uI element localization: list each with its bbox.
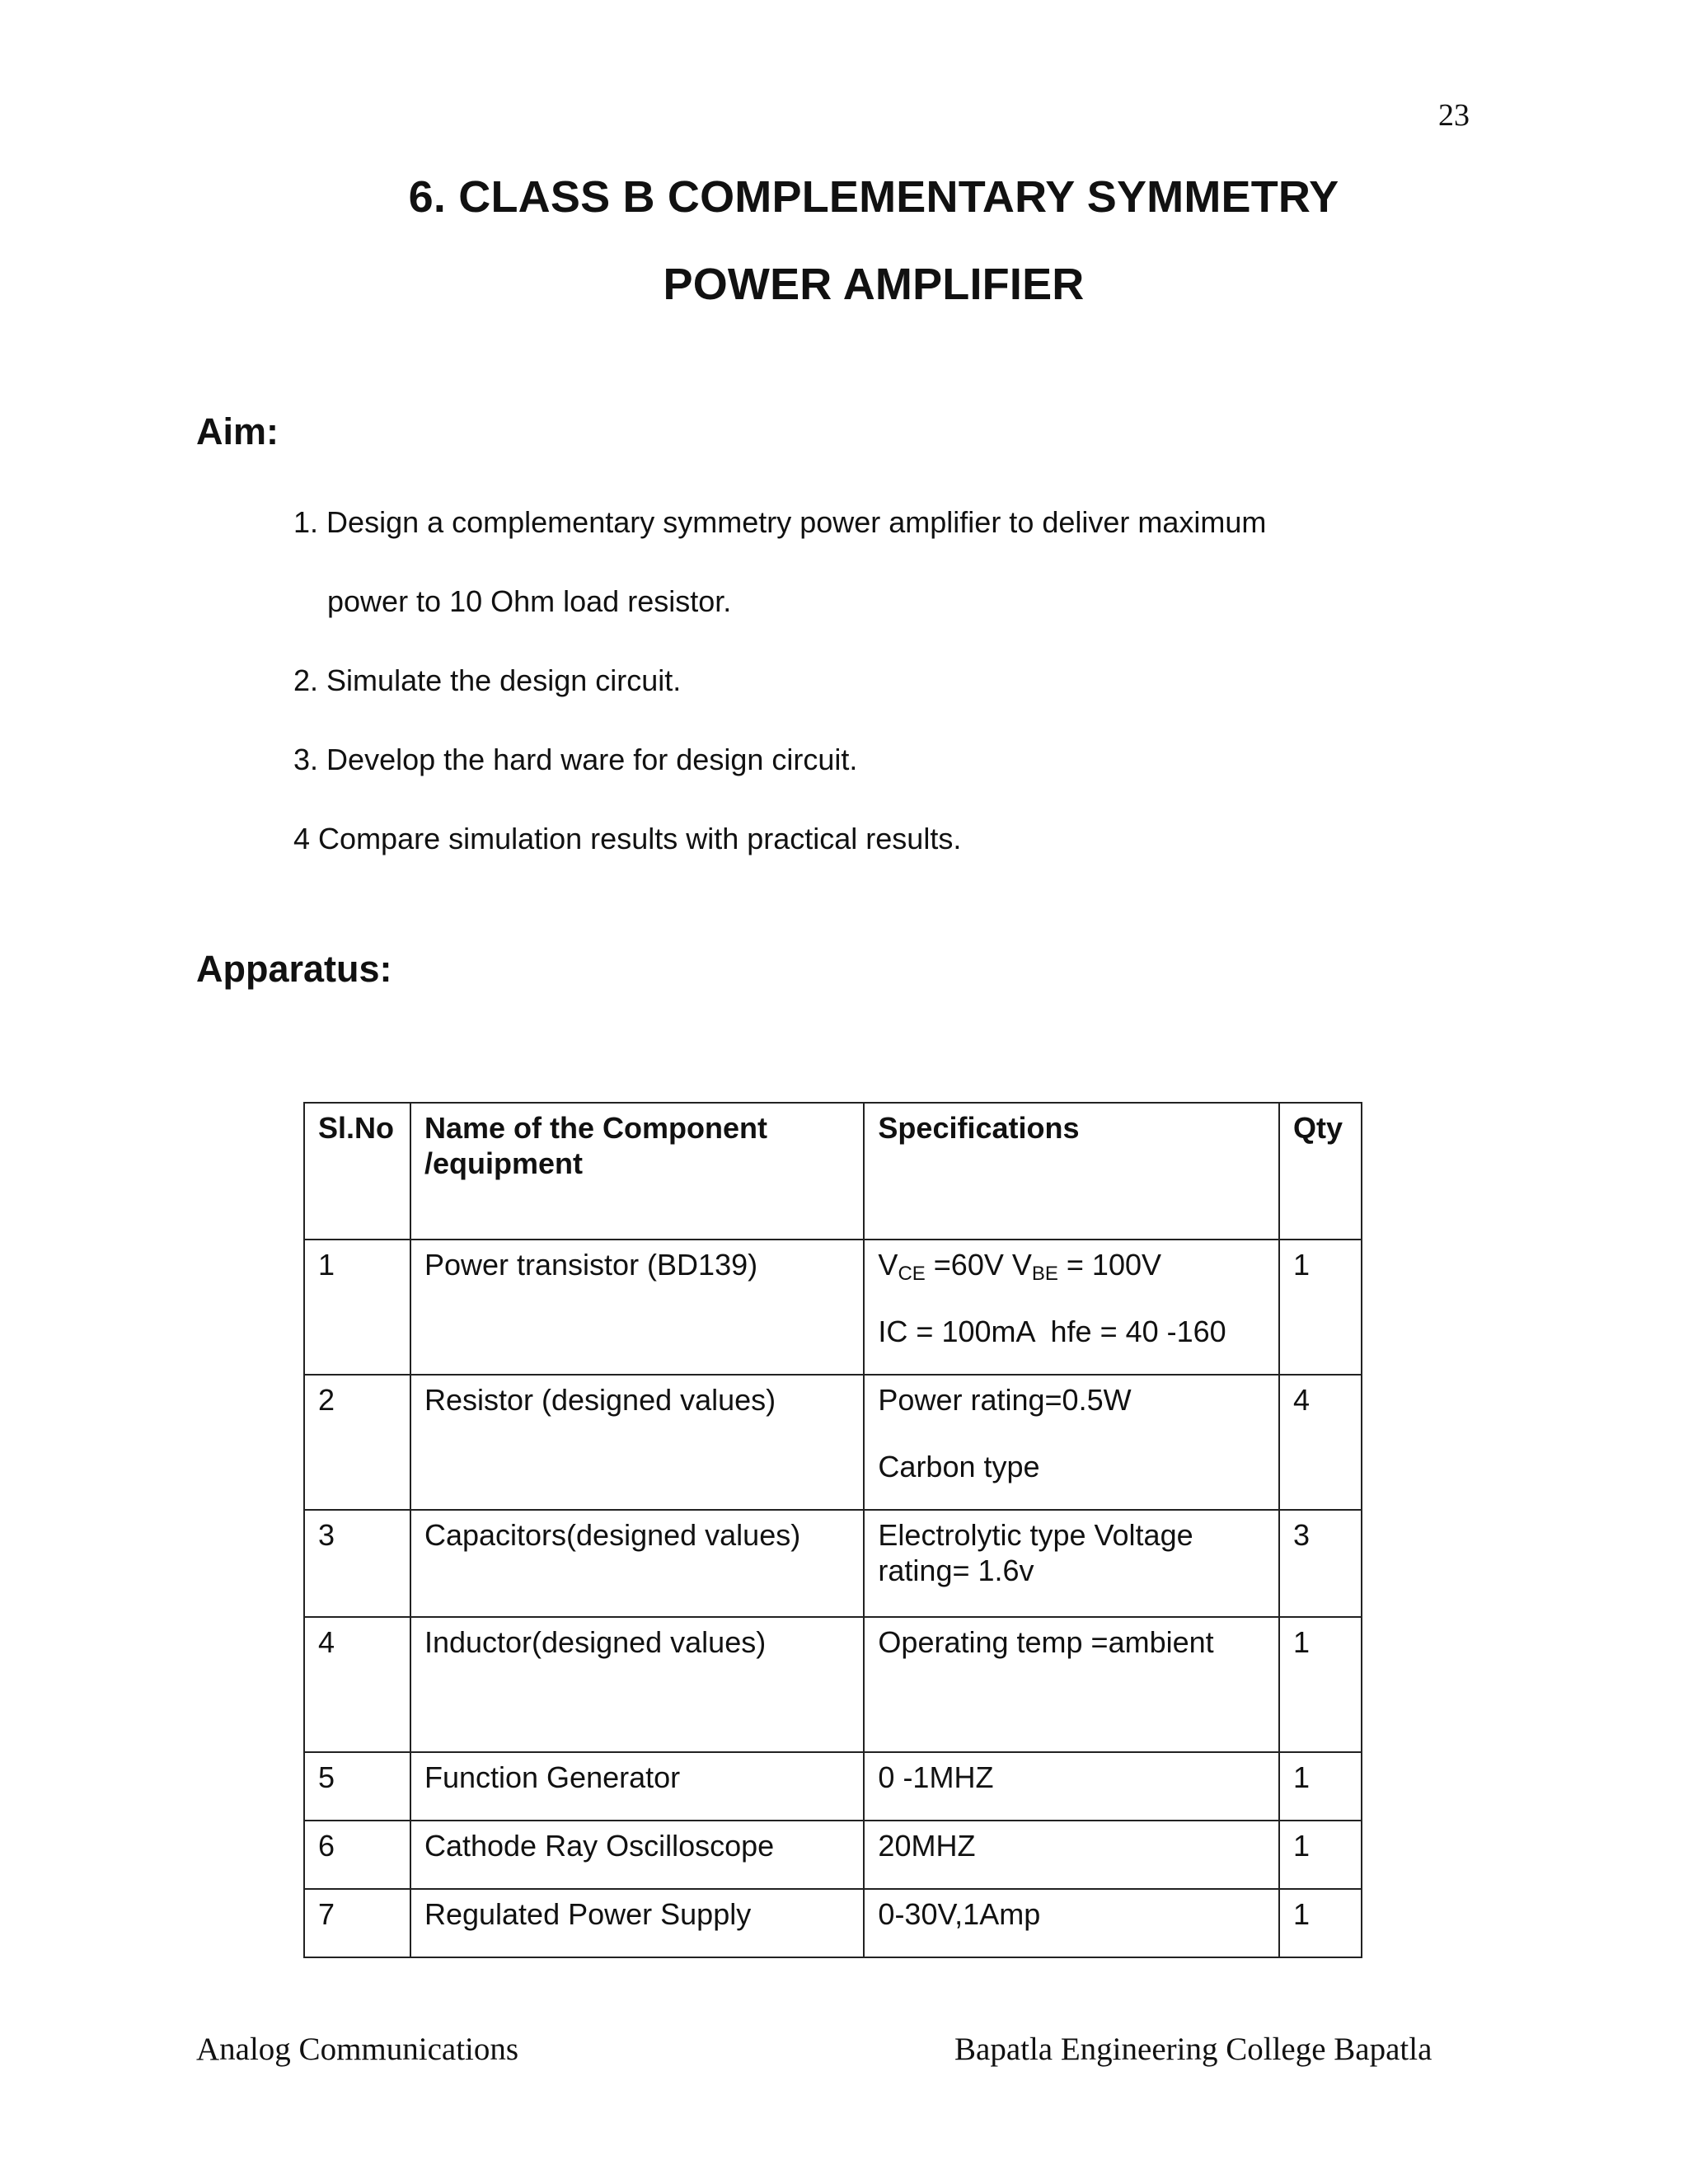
spec-text: = 100V (1057, 1248, 1161, 1282)
cell-name: Inductor(designed values) (410, 1617, 864, 1752)
cell-qty: 1 (1279, 1889, 1362, 1957)
column-header-spec: Specifications (864, 1103, 1279, 1240)
table-row (304, 1752, 1362, 1821)
aim-item-text: Develop the hard ware for design circuit. (326, 743, 858, 776)
cell-name: Regulated Power Supply (410, 1889, 864, 1957)
cell-spec (864, 1375, 1279, 1510)
page-number: 23 (1438, 98, 1470, 133)
page-title-line-1: 6. CLASS B COMPLEMENTARY SYMMETRY (408, 172, 1339, 222)
cell-spec: Operating temp =ambient (864, 1617, 1279, 1752)
cell-spec (864, 1240, 1279, 1375)
cell-slno: 1 (304, 1240, 410, 1375)
column-header-name: Name of the Component /equipment (410, 1103, 864, 1240)
footer-course-name: Analog Communications (196, 2032, 519, 2067)
aim-item (293, 641, 1266, 720)
cell-qty: 1 (1279, 1240, 1362, 1375)
aim-item-number: 3. (293, 743, 319, 776)
aim-item (293, 483, 1266, 562)
cell-name: Capacitors(designed values) (410, 1510, 864, 1617)
table-header-row (304, 1103, 1362, 1240)
cell-slno: 2 (304, 1375, 410, 1510)
cell-slno: 4 (304, 1617, 410, 1752)
aim-item-number: 2. (293, 663, 319, 697)
aim-item-text: Compare simulation results with practical results. (318, 822, 962, 855)
aim-item (293, 562, 1266, 641)
cell-name: Function Generator (410, 1752, 864, 1821)
aim-item (293, 720, 1266, 799)
footer-college-name: Bapatla Engineering College Bapatla (954, 2032, 1432, 2067)
table-row (304, 1617, 1362, 1752)
aim-item-text: Simulate the design circuit. (326, 663, 682, 697)
apparatus-table (303, 1102, 1362, 1958)
table-row (304, 1375, 1362, 1510)
cell-qty: 4 (1279, 1375, 1362, 1510)
cell-name: Resistor (designed values) (410, 1375, 864, 1510)
aim-item-number: 1. (293, 505, 319, 539)
aim-item-text: Design a complementary symmetry power amplifier to deliver maximum (326, 505, 1267, 539)
column-header-slno: Sl.No (304, 1103, 410, 1240)
spec-line: IC = 100mA hfe = 40 -160 (878, 1315, 1226, 1348)
spec-text: =60V V (925, 1248, 1032, 1282)
spec-subscript: CE (898, 1263, 926, 1285)
cell-spec: 0-30V,1Amp (864, 1889, 1279, 1957)
cell-qty: 1 (1279, 1752, 1362, 1821)
table-row (304, 1240, 1362, 1375)
spec-line: Power rating=0.5W (878, 1383, 1132, 1417)
cell-slno: 7 (304, 1889, 410, 1957)
cell-qty: 3 (1279, 1510, 1362, 1617)
table-row (304, 1821, 1362, 1889)
spec-subscript: BE (1031, 1263, 1058, 1285)
spec-text: V (878, 1248, 898, 1282)
apparatus-heading: Apparatus: (196, 948, 392, 990)
spec-line (878, 1247, 1265, 1285)
table-row (304, 1510, 1362, 1617)
table-row (304, 1889, 1362, 1957)
cell-spec: Electrolytic type Voltage rating= 1.6v (864, 1510, 1279, 1617)
aim-heading: Aim: (196, 410, 279, 452)
cell-spec: 0 -1MHZ (864, 1752, 1279, 1821)
aim-list (293, 483, 1266, 879)
cell-name: Power transistor (BD139) (410, 1240, 864, 1375)
cell-name: Cathode Ray Oscilloscope (410, 1821, 864, 1889)
column-header-qty: Qty (1279, 1103, 1362, 1240)
aim-item-text: power to 10 Ohm load resistor. (327, 584, 732, 618)
aim-item (293, 799, 1266, 879)
spec-line: Carbon type (878, 1450, 1040, 1483)
aim-item-number: 4 (293, 822, 311, 855)
cell-slno: 3 (304, 1510, 410, 1617)
cell-spec: 20MHZ (864, 1821, 1279, 1889)
cell-qty: 1 (1279, 1821, 1362, 1889)
cell-slno: 6 (304, 1821, 410, 1889)
page-title-line-2: POWER AMPLIFIER (663, 260, 1085, 309)
cell-slno: 5 (304, 1752, 410, 1821)
cell-qty: 1 (1279, 1617, 1362, 1752)
